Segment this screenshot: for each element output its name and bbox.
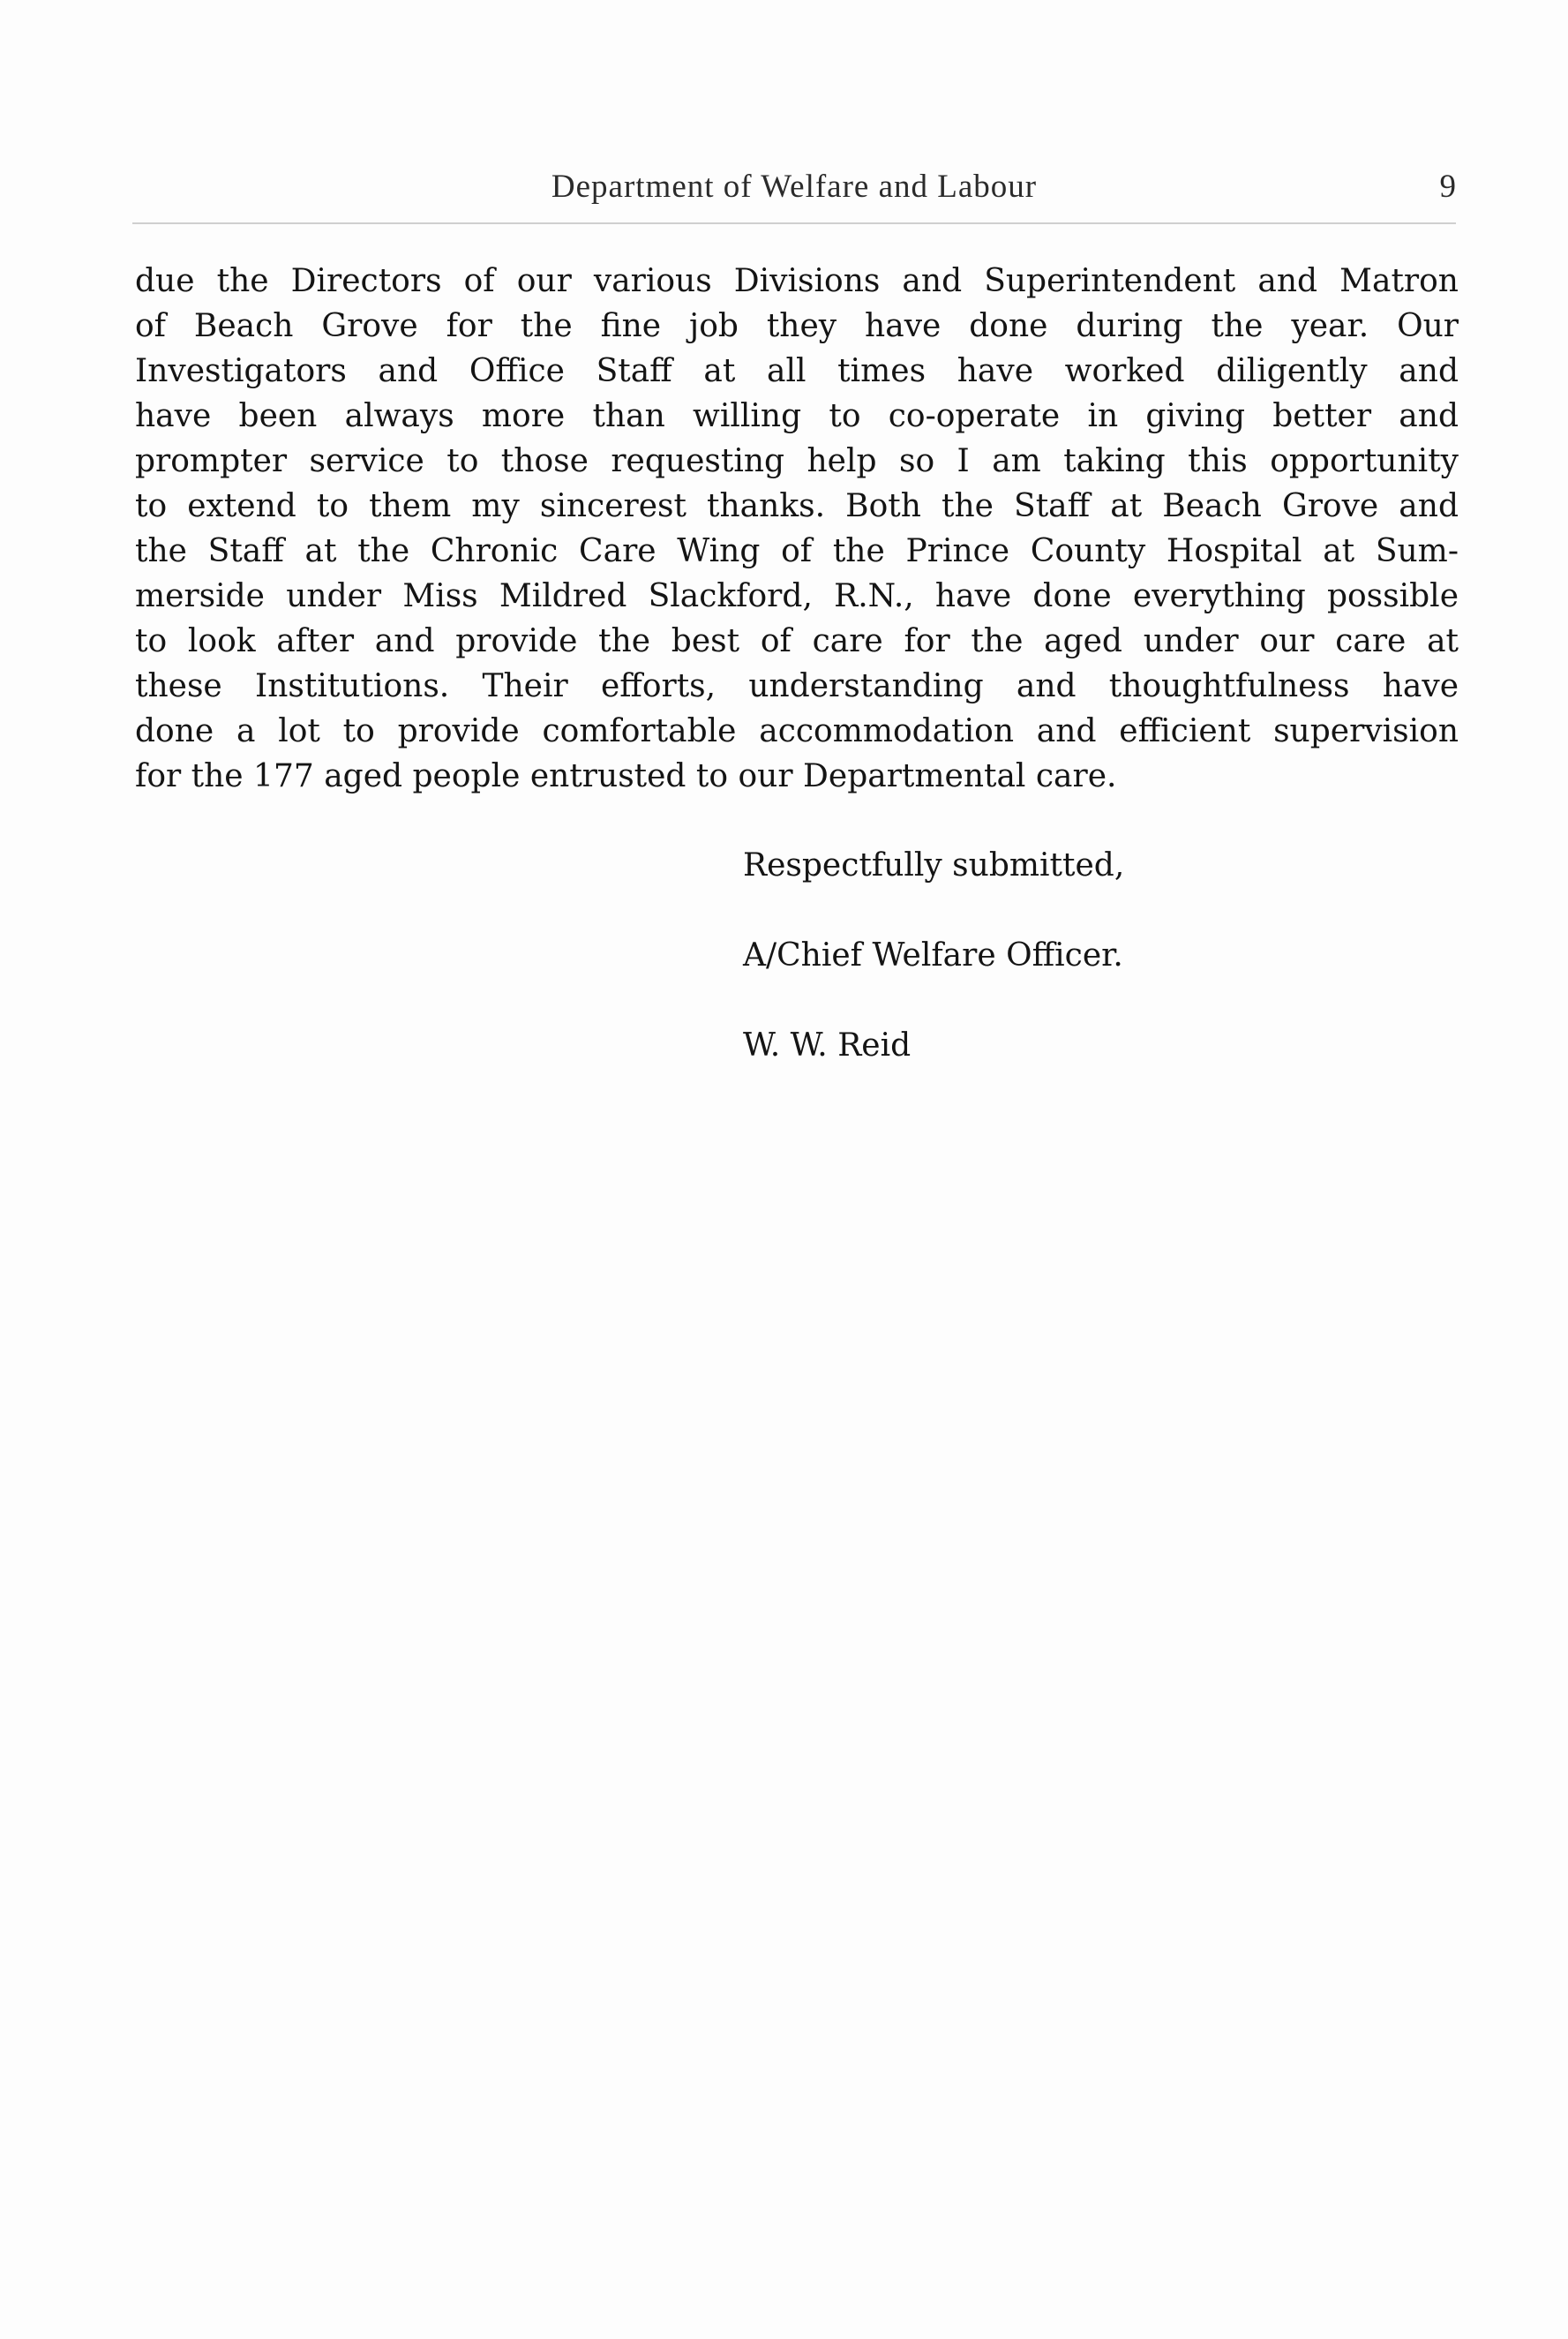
body-line: to extend to them my sincerest thanks. Both the Staff at Beach Grove and — [135, 488, 1459, 524]
body-line: have been always more than willing to co-operate in giving better and — [135, 398, 1459, 434]
body-paragraph — [135, 259, 1459, 799]
page-number: 9 — [1439, 169, 1456, 205]
body-line: the Staff at the Chronic Care Wing of the Prince County Hospital at Sum- — [135, 533, 1459, 569]
signatory-name: W. W. Reid — [743, 1027, 912, 1064]
running-head — [132, 168, 1456, 221]
body-line: these Institutions. Their efforts, understanding and thoughtfulness have — [135, 668, 1459, 704]
signatory-title: A/Chief Welfare Officer. — [743, 937, 1123, 974]
body-line: Investigators and Office Staff at all times have worked diligently and — [135, 353, 1459, 389]
closing-phrase: Respectfully submitted, — [743, 847, 1125, 884]
body-line: due the Directors of our various Divisions and Superintendent and Matron — [135, 263, 1459, 299]
running-title: Department of Welfare and Labour — [551, 169, 1038, 205]
body-line: for the 177 aged people entrusted to our Departmental care. — [135, 758, 1117, 794]
body-line: merside under Miss Mildred Slackford, R.N., have done everything possible — [135, 578, 1459, 614]
header-rule — [132, 222, 1456, 224]
body-line: to look after and provide the best of care for the aged under our care at — [135, 623, 1459, 659]
body-line: prompter service to those requesting help so I am taking this opportunity — [135, 443, 1459, 479]
signature-block — [743, 843, 1361, 1113]
body-line: done a lot to provide comfortable accommodation and efficient supervision — [135, 713, 1459, 749]
body-line: of Beach Grove for the fine job they have done during the year. Our — [135, 308, 1459, 344]
